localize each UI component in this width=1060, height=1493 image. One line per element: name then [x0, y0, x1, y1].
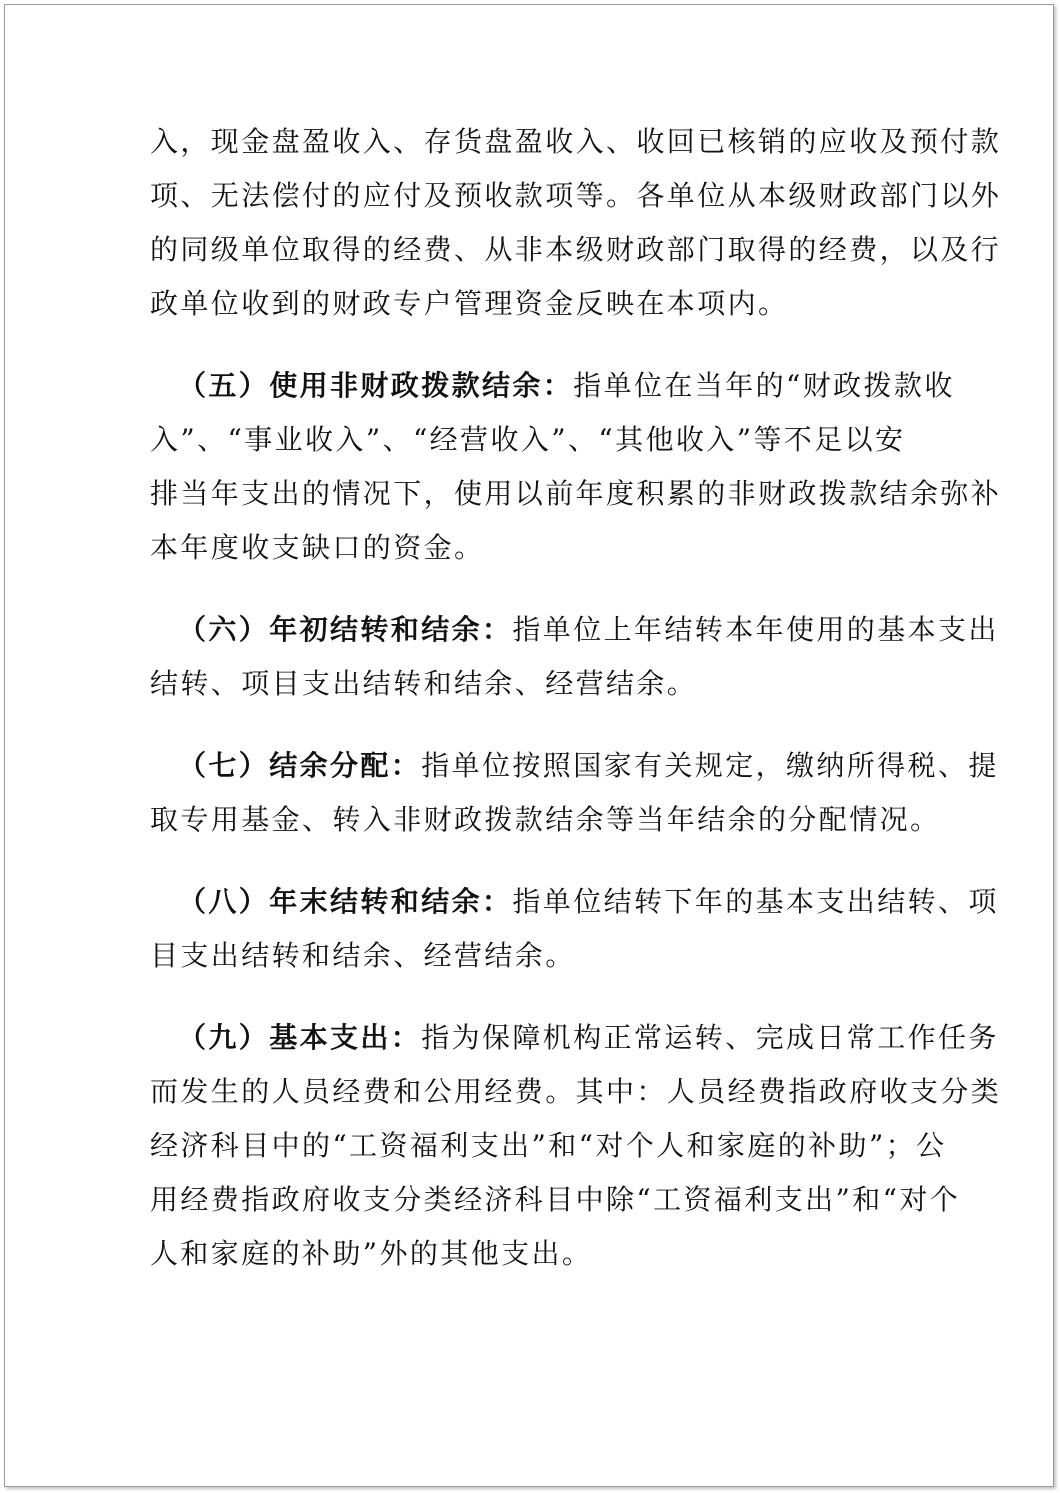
text-line: 取专用基金、转入非财政拨款结余等当年结余的分配情况。 — [150, 803, 941, 836]
text-line: 人和家庭的补助”外的其他支出。 — [150, 1237, 593, 1270]
text-line: 经济科目中的“工资福利支出”和“对个人和家庭的补助”；公 — [150, 1129, 947, 1162]
text-line: 指单位结转下年的基本支出结转、项 — [512, 885, 999, 918]
text-line: 入，现金盘盈收入、存货盘盈收入、收回已核销的应收及预付款 — [150, 125, 1002, 158]
document-body — [150, 115, 1002, 1281]
item-heading: （七）结余分配： — [178, 749, 422, 782]
text-line: 的同级单位取得的经费、从非本级财政部门取得的经费，以及行 — [150, 233, 1002, 266]
paragraph-item-5 — [150, 359, 1002, 575]
item-heading: （五）使用非财政拨款结余： — [178, 369, 574, 402]
text-line: 指单位按照国家有关规定，缴纳所得税、提 — [421, 749, 999, 782]
item-heading: （八）年末结转和结余： — [178, 885, 513, 918]
document-page — [4, 4, 1054, 1487]
text-line: 结转、项目支出结转和结余、经营结余。 — [150, 667, 698, 700]
text-line: 政单位收到的财政专户管理资金反映在本项内。 — [150, 287, 789, 320]
paragraph-item-8 — [150, 875, 999, 983]
item-heading: （六）年初结转和结余： — [178, 613, 513, 646]
text-line: 本年度收支缺口的资金。 — [150, 531, 485, 564]
text-line: 目支出结转和结余、经营结余。 — [150, 939, 576, 972]
text-line: 用经费指政府收支分类经济科目中除“工资福利支出”和“对个 — [150, 1183, 961, 1216]
text-line: 项、无法偿付的应付及预收款项等。各单位从本级财政部门以外 — [150, 179, 1002, 212]
paragraph-item-7 — [150, 739, 999, 847]
paragraph-item-6 — [150, 603, 999, 711]
text-line: 排当年支出的情况下，使用以前年度积累的非财政拨款结余弥补 — [150, 477, 1002, 510]
text-line: 而发生的人员经费和公用经费。其中：人员经费指政府收支分类 — [150, 1075, 1002, 1108]
text-line: 指为保障机构正常运转、完成日常工作任务 — [421, 1021, 999, 1054]
paragraph-continuation — [150, 115, 1002, 331]
text-line: 入”、“事业收入”、“经营收入”、“其他收入”等不足以安 — [150, 423, 906, 456]
item-heading: （九）基本支出： — [178, 1021, 422, 1054]
text-line: 指单位上年结转本年使用的基本支出 — [512, 613, 999, 646]
text-line: 指单位在当年的“财政拨款收 — [573, 369, 955, 402]
paragraph-item-9 — [150, 1011, 1002, 1281]
